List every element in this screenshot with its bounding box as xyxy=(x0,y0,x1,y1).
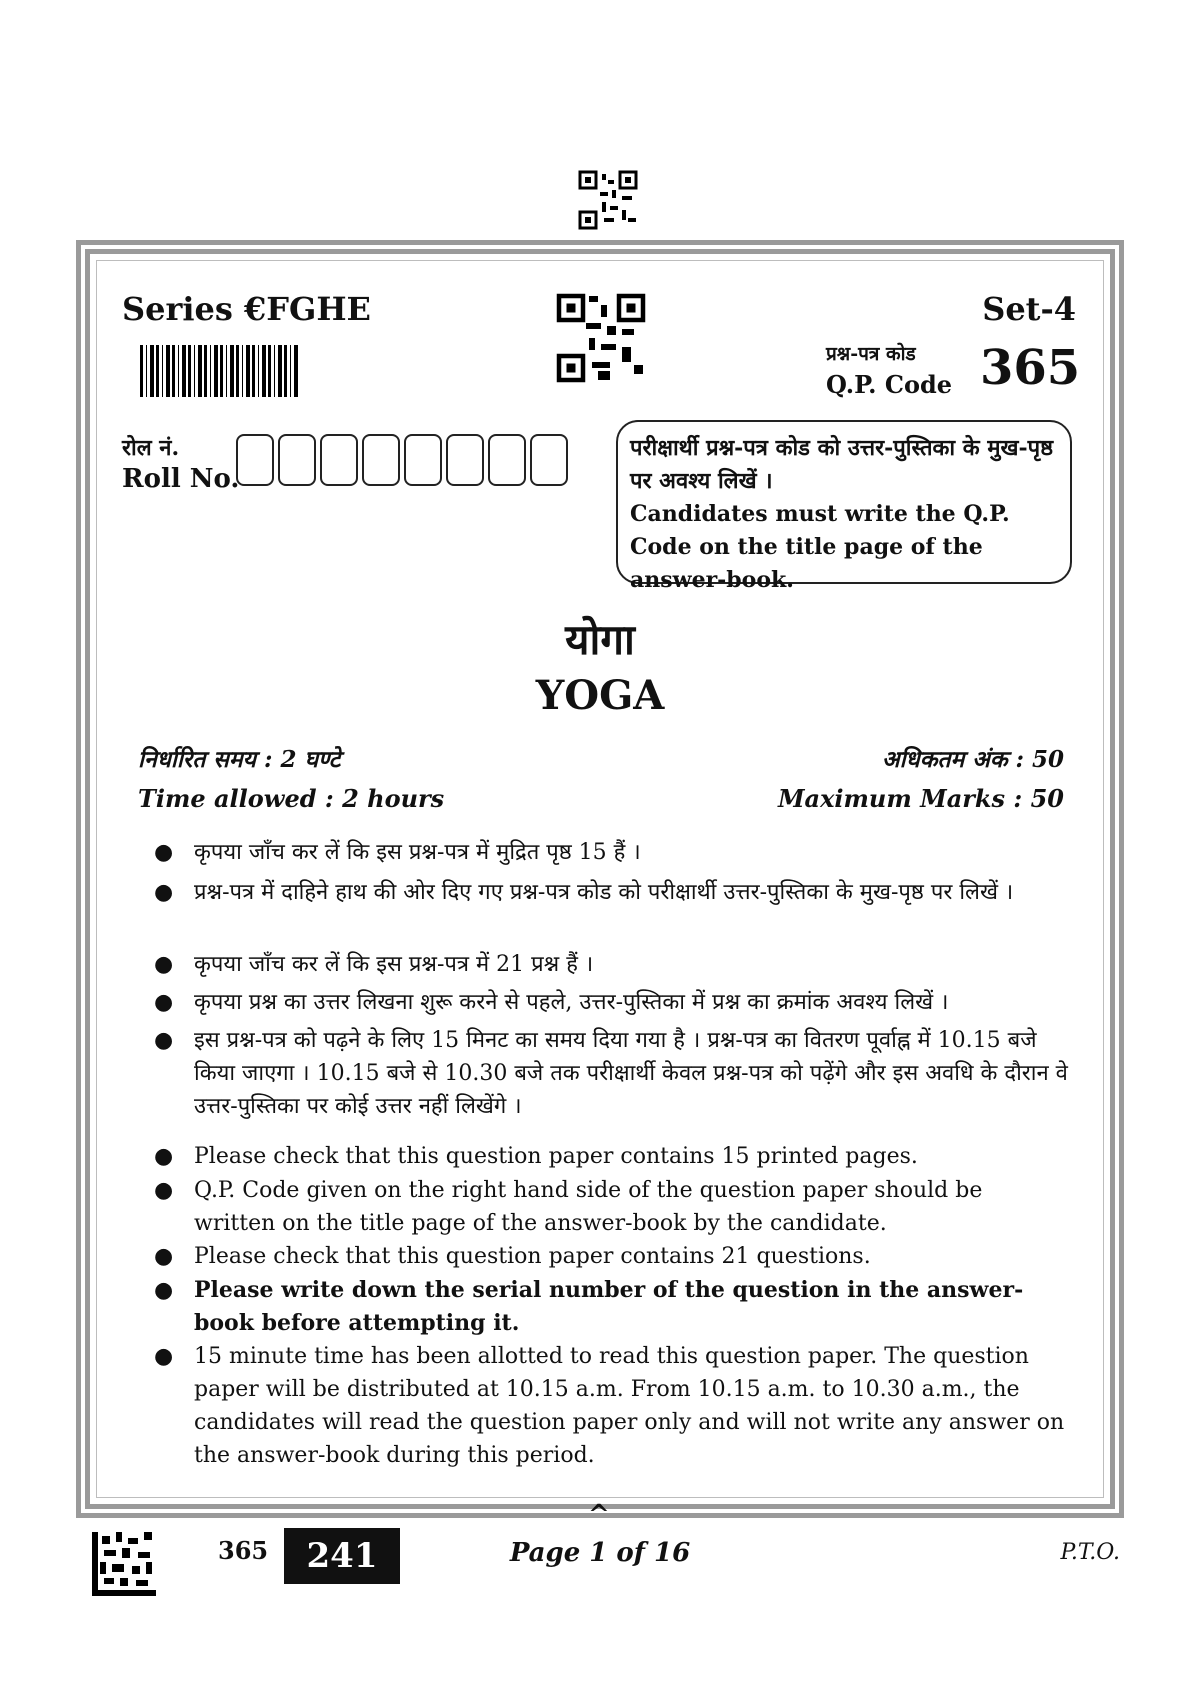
instruction-text: 15 minute time has been allotted to read this question paper. The question paper will be distributed at 10.15 a.m. From 10.15 a.m. to 10.30 a.m., the candidates will read the question paper only and will not write any answer on the answer-book during this period. xyxy=(194,1344,1065,1468)
qp-code-label: Q.P. Code xyxy=(826,370,953,399)
qp-code-number: 365 xyxy=(980,340,1081,396)
maximum-marks-hindi: अधिकतम अंक : 50 xyxy=(882,746,1064,773)
footer-number-box: 241 xyxy=(284,1528,400,1584)
instruction-item: ● 15 minute time has been allotted to read this question paper. The question paper will be distributed at 10.15 a.m. From 10.15 a.m. to 10.30 a.m., the candidates will read the question paper only and will not write any answer on the answer-book during this period. xyxy=(154,1344,1065,1468)
instruction-item: ● इस प्रश्न-पत्र को पढ़ने के लिए 15 मिनट का समय दिया गया है । प्रश्न-पत्र का वितरण पूर्वाह्न में 10.15 बजे किया जाएगा । 10.15 बजे से 10.30 बजे तक परीक्षार्थी केवल प्रश्न-पत्र को पढ़ेंगे और इस अवधि के दौरान वे उत्तर-पुस्तिका पर कोई उत्तर नहीं लिखेंगे । xyxy=(154,1028,1068,1119)
instruction-text: Please write down the serial number of the question in the answer-book before attempting it. xyxy=(194,1277,1024,1336)
roll-digit-box[interactable] xyxy=(404,434,442,486)
instruction-item: ● Please write down the serial number of the question in the answer-book before attempting it. xyxy=(154,1277,1024,1336)
pto-label: P.T.O. xyxy=(1060,1540,1120,1565)
barcode xyxy=(140,345,300,397)
footer-qp-code: 365 xyxy=(218,1536,269,1565)
instruction-text: इस प्रश्न-पत्र को पढ़ने के लिए 15 मिनट का समय दिया गया है । प्रश्न-पत्र का वितरण पूर्वाह्न में 10.15 बजे किया जाएगा । 10.15 बजे से 10.30 बजे तक परीक्षार्थी केवल प्रश्न-पत्र को पढ़ेंगे और इस अवधि के दौरान वे उत्तर-पुस्तिका पर कोई उत्तर नहीं लिखेंगे । xyxy=(194,1028,1068,1119)
subject-title-hindi: योगा xyxy=(565,615,635,664)
subject-title: YOGA xyxy=(535,672,665,719)
instruction-text: कृपया जाँच कर लें कि इस प्रश्न-पत्र में मुद्रित पृष्ठ 15 हैं । xyxy=(194,840,641,865)
set-label: Set-4 xyxy=(982,290,1076,328)
roll-digit-box[interactable] xyxy=(488,434,526,486)
instruction-text: Q.P. Code given on the right hand side of the question paper should be written on the title page of the answer-book by the candidate. xyxy=(194,1178,983,1236)
instruction-item: ● Q.P. Code given on the right hand side of the question paper should be written on the title page of the answer-book by the candidate. xyxy=(154,1178,983,1236)
roll-digit-box[interactable] xyxy=(362,434,400,486)
time-allowed: Time allowed : 2 hours xyxy=(138,784,445,813)
instruction-item: ● कृपया जाँच कर लें कि इस प्रश्न-पत्र में 21 प्रश्न हैं । xyxy=(154,952,594,977)
instruction-text: Please check that this question paper contains 15 printed pages. xyxy=(194,1144,918,1169)
instruction-item: ● Please check that this question paper contains 15 printed pages. xyxy=(154,1144,918,1169)
qp-code-notice xyxy=(616,420,1072,593)
instructions-list xyxy=(150,836,1070,1476)
page-number: Page 1 of 16 xyxy=(509,1538,691,1568)
top-qr-code xyxy=(578,170,638,230)
instruction-text: Please check that this question paper contains 21 questions. xyxy=(194,1244,871,1269)
roll-digit-box[interactable] xyxy=(278,434,316,486)
instruction-text: प्रश्न-पत्र में दाहिने हाथ की ओर दिए गए प्रश्न-पत्र कोड को परीक्षार्थी उत्तर-पुस्तिका के मुख-पृष्ठ पर लिखें । xyxy=(194,880,1014,905)
maximum-marks: Maximum Marks : 50 xyxy=(777,784,1064,813)
notice-english: Candidates must write the Q.P. Code on the title page of the answer-book. xyxy=(630,501,1010,593)
notice-hindi: परीक्षार्थी प्रश्न-पत्र कोड को उत्तर-पुस्तिका के मुख-पृष्ठ पर अवश्य लिखें । xyxy=(630,435,1054,494)
roll-number-boxes xyxy=(236,434,572,486)
instruction-item: ● कृपया प्रश्न का उत्तर लिखना शुरू करने से पहले, उत्तर-पुस्तिका में प्रश्न का क्रमांक अवश्य लिखें । xyxy=(154,990,949,1015)
roll-digit-box[interactable] xyxy=(320,434,358,486)
header-qr-code xyxy=(556,293,646,383)
instruction-text: कृपया जाँच कर लें कि इस प्रश्न-पत्र में 21 प्रश्न हैं । xyxy=(194,952,594,977)
roll-digit-box[interactable] xyxy=(236,434,274,486)
roll-digit-box[interactable] xyxy=(446,434,484,486)
series-label: Series €FGHE xyxy=(122,290,371,328)
instruction-text: कृपया प्रश्न का उत्तर लिखना शुरू करने से पहले, उत्तर-पुस्तिका में प्रश्न का क्रमांक अवश्य लिखें । xyxy=(194,990,949,1015)
qp-code-label-hindi: प्रश्न-पत्र कोड xyxy=(826,343,916,365)
roll-label: Roll No. xyxy=(122,464,240,494)
caret-mark: ^ xyxy=(588,1500,610,1530)
instruction-item: ● Please check that this question paper contains 21 questions. xyxy=(154,1244,871,1269)
instruction-item: ● कृपया जाँच कर लें कि इस प्रश्न-पत्र में मुद्रित पृष्ठ 15 हैं । xyxy=(154,840,641,865)
time-allowed-hindi: निर्धारित समय : 2 घण्टे xyxy=(138,746,341,773)
instruction-item: ● प्रश्न-पत्र में दाहिने हाथ की ओर दिए गए प्रश्न-पत्र कोड को परीक्षार्थी उत्तर-पुस्तिका के मुख-पृष्ठ पर लिखें । xyxy=(154,880,1014,905)
roll-label-hindi: रोल नं. xyxy=(122,435,180,461)
roll-digit-box[interactable] xyxy=(530,434,568,486)
